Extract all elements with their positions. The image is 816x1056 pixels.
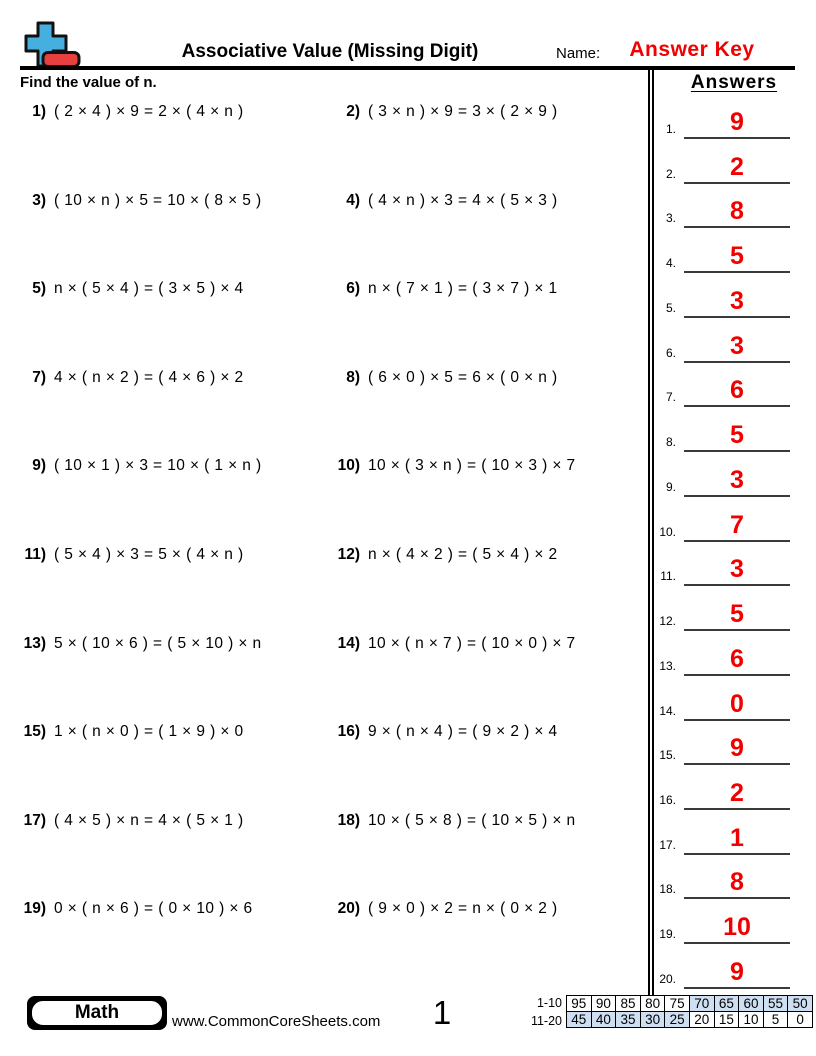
- problem-number: 6): [346, 280, 360, 298]
- answer-number: 17.: [659, 837, 676, 852]
- problem-item: [334, 279, 648, 368]
- problem-equation: ( 10 × 1 ) × 3 = 10 × ( 1 × n ): [54, 457, 262, 475]
- problem-equation: n × ( 4 × 2 ) = ( 5 × 4 ) × 2: [368, 546, 558, 564]
- grading-table-row1: [567, 996, 813, 1012]
- answer-blank-line: [684, 361, 790, 363]
- problem-row: [20, 102, 650, 191]
- grade-cell: 5: [763, 1012, 788, 1028]
- answer-blank-line: [684, 540, 790, 542]
- answer-blank-line: [684, 405, 790, 407]
- answer-row: [648, 189, 816, 234]
- problem-equation: 10 × ( 5 × 8 ) = ( 10 × 5 ) × n: [368, 811, 576, 829]
- page-number: 1: [432, 994, 452, 1031]
- answer-value: 5: [730, 600, 744, 629]
- answer-blank-line: [684, 763, 790, 765]
- problem-equation: ( 4 × n ) × 3 = 4 × ( 5 × 3 ): [368, 191, 558, 209]
- grade-cell: 95: [567, 996, 592, 1012]
- answer-number: 3.: [665, 211, 676, 226]
- answer-blank-line: [684, 719, 790, 721]
- answer-row: [648, 637, 816, 682]
- answer-number: 4.: [665, 256, 676, 271]
- answer-value: 7: [730, 510, 744, 539]
- answer-row: [648, 726, 816, 771]
- problem-number: 13): [23, 634, 46, 652]
- problem-row: [20, 545, 650, 634]
- grading-table-labels: [518, 995, 562, 1030]
- grade-cell: 35: [616, 1012, 641, 1028]
- answer-row: [648, 458, 816, 503]
- problem-item: [334, 899, 648, 988]
- answer-blank-line: [684, 987, 790, 989]
- name-label: Name:: [556, 45, 601, 62]
- answer-blank-line: [684, 808, 790, 810]
- answer-value: 3: [730, 331, 744, 360]
- answer-value: 5: [730, 421, 744, 450]
- website-url: www.CommonCoreSheets.com: [172, 1013, 381, 1030]
- grading-table: [566, 995, 813, 1028]
- answer-blank-line: [684, 897, 790, 899]
- problem-row: [20, 191, 650, 280]
- answer-value: 8: [730, 868, 744, 897]
- grade-cell: 90: [591, 996, 616, 1012]
- answer-number: 20.: [659, 971, 676, 986]
- answer-blank-line: [684, 182, 790, 184]
- problem-item: [334, 722, 648, 811]
- grade-cell: 85: [616, 996, 641, 1012]
- answer-number: 5.: [665, 300, 676, 315]
- grade-cell: 65: [714, 996, 739, 1012]
- grade-cell: 50: [788, 996, 813, 1012]
- answer-value: 3: [730, 465, 744, 494]
- answer-number: 18.: [659, 882, 676, 897]
- problem-row: [20, 456, 650, 545]
- answer-number: 1.: [665, 122, 676, 136]
- answer-number: 13.: [659, 658, 676, 673]
- problem-item: [334, 102, 648, 191]
- problem-row: [20, 368, 650, 457]
- answer-row: [648, 324, 816, 369]
- answer-number: 9.: [665, 479, 676, 494]
- answer-row: [648, 682, 816, 727]
- answer-row: [648, 279, 816, 324]
- problem-equation: ( 10 × n ) × 5 = 10 × ( 8 × 5 ): [54, 191, 262, 209]
- answer-row: [648, 100, 816, 145]
- problem-row: [20, 722, 650, 811]
- problem-item: [334, 456, 648, 545]
- answer-number: 6.: [665, 345, 676, 360]
- grade-cell: 25: [665, 1012, 690, 1028]
- answer-blank-line: [684, 942, 790, 944]
- problem-equation: n × ( 5 × 4 ) = ( 3 × 5 ) × 4: [54, 280, 244, 298]
- problem-item: [20, 279, 334, 368]
- grade-cell: 40: [591, 1012, 616, 1028]
- problem-number: 14): [337, 634, 360, 652]
- answer-row: [648, 413, 816, 458]
- problem-number: 17): [23, 811, 46, 829]
- grade-cell: 80: [640, 996, 665, 1012]
- problem-row: [20, 899, 650, 988]
- problems-grid: [20, 102, 650, 988]
- problem-number: 10): [337, 457, 360, 475]
- header-divider: [20, 66, 795, 70]
- answer-blank-line: [684, 674, 790, 676]
- problem-row: [20, 634, 650, 723]
- answer-value: 0: [730, 689, 744, 718]
- answer-blank-line: [684, 316, 790, 318]
- answer-blank-line: [684, 450, 790, 452]
- grade-cell: 20: [689, 1012, 714, 1028]
- answers-heading: Answers: [690, 72, 778, 93]
- answer-blank-line: [684, 584, 790, 586]
- problem-equation: ( 9 × 0 ) × 2 = n × ( 0 × 2 ): [368, 900, 558, 918]
- problem-item: [334, 634, 648, 723]
- problem-equation: 4 × ( n × 2 ) = ( 4 × 6 ) × 2: [54, 368, 244, 386]
- answer-number: 2.: [665, 166, 676, 181]
- answer-number: 11.: [660, 569, 676, 584]
- answer-value: 8: [730, 197, 744, 226]
- grade-cell: 45: [567, 1012, 592, 1028]
- answer-row: [648, 145, 816, 190]
- page-title: Associative Value (Missing Digit): [181, 41, 479, 62]
- answer-row: [648, 547, 816, 592]
- problem-number: 4): [346, 191, 360, 209]
- answer-row: [648, 771, 816, 816]
- answer-row: [648, 503, 816, 548]
- answer-number: 12.: [659, 614, 676, 629]
- answer-key-label: Answer Key: [629, 38, 755, 61]
- grade-cell: 60: [739, 996, 764, 1012]
- problem-row: [20, 279, 650, 368]
- problem-equation: ( 6 × 0 ) × 5 = 6 × ( 0 × n ): [368, 368, 558, 386]
- problem-number: 12): [337, 546, 360, 564]
- problem-equation: 9 × ( n × 4 ) = ( 9 × 2 ) × 4: [368, 723, 558, 741]
- problem-item: [20, 456, 334, 545]
- answer-blank-line: [684, 137, 790, 139]
- answer-number: 14.: [659, 703, 676, 718]
- problem-item: [334, 811, 648, 900]
- answer-value: 9: [730, 957, 744, 986]
- answer-blank-line: [684, 495, 790, 497]
- grading-row1-label: 1-10: [536, 996, 562, 1010]
- answer-number: 15.: [659, 748, 676, 763]
- problem-number: 2): [346, 103, 360, 120]
- problem-item: [20, 368, 334, 457]
- problem-item: [334, 191, 648, 280]
- problem-number: 15): [23, 723, 46, 741]
- problem-item: [20, 102, 334, 191]
- answer-value: 2: [730, 779, 744, 808]
- grade-cell: 30: [640, 1012, 665, 1028]
- answer-number: 19.: [659, 927, 676, 942]
- problem-item: [20, 811, 334, 900]
- problem-equation: 10 × ( 3 × n ) = ( 10 × 3 ) × 7: [368, 457, 576, 475]
- subject-badge-label: Math: [30, 999, 164, 1027]
- problem-number: 9): [32, 457, 46, 475]
- answer-number: 7.: [665, 390, 676, 405]
- problem-item: [20, 722, 334, 811]
- grading-row2-label: 11-20: [530, 1013, 562, 1028]
- problem-number: 18): [337, 811, 360, 829]
- problem-item: [20, 545, 334, 634]
- answer-value: 1: [730, 823, 744, 852]
- answer-number: 10.: [659, 524, 676, 539]
- answer-blank-line: [684, 226, 790, 228]
- answer-value: 3: [730, 286, 744, 315]
- problem-equation: 1 × ( n × 0 ) = ( 1 × 9 ) × 0: [54, 723, 244, 741]
- problem-row: [20, 811, 650, 900]
- answer-value: 9: [730, 734, 744, 763]
- problem-equation: ( 5 × 4 ) × 3 = 5 × ( 4 × n ): [54, 546, 244, 564]
- problem-number: 19): [23, 900, 46, 918]
- problem-number: 8): [346, 368, 360, 386]
- problem-number: 1): [32, 103, 46, 120]
- problem-number: 7): [32, 368, 46, 386]
- answer-blank-line: [684, 629, 790, 631]
- grade-cell: 10: [739, 1012, 764, 1028]
- subject-badge: [27, 996, 167, 1030]
- problem-number: 16): [337, 723, 360, 741]
- answer-number: 16.: [659, 793, 676, 808]
- problem-number: 3): [32, 191, 46, 209]
- problem-number: 20): [337, 900, 360, 918]
- answer-row: [648, 860, 816, 905]
- grade-cell: 70: [689, 996, 714, 1012]
- grading-table-row2: [567, 1012, 813, 1028]
- grade-cell: 0: [788, 1012, 813, 1028]
- problem-number: 11): [24, 546, 46, 564]
- answer-row: [648, 592, 816, 637]
- answers-list: [648, 100, 816, 995]
- answer-blank-line: [684, 271, 790, 273]
- problem-equation: ( 4 × 5 ) × n = 4 × ( 5 × 1 ): [54, 811, 244, 829]
- answer-row: [648, 816, 816, 861]
- answer-value: 10: [723, 913, 751, 942]
- grade-cell: 75: [665, 996, 690, 1012]
- answer-row: [648, 950, 816, 995]
- answer-value: 5: [730, 242, 744, 271]
- problem-number: 5): [32, 280, 46, 298]
- grade-cell: 55: [763, 996, 788, 1012]
- answer-row: [648, 368, 816, 413]
- answer-value: 6: [730, 644, 744, 673]
- problem-equation: 0 × ( n × 6 ) = ( 0 × 10 ) × 6: [54, 900, 253, 918]
- problem-item: [334, 368, 648, 457]
- instruction-text: Find the value of n.: [20, 74, 157, 91]
- problem-equation: 10 × ( n × 7 ) = ( 10 × 0 ) × 7: [368, 634, 576, 652]
- problem-item: [20, 634, 334, 723]
- problem-equation: n × ( 7 × 1 ) = ( 3 × 7 ) × 1: [368, 280, 558, 298]
- grade-cell: 15: [714, 1012, 739, 1028]
- problem-equation: 5 × ( 10 × 6 ) = ( 5 × 10 ) × n: [54, 634, 262, 652]
- problem-equation: ( 3 × n ) × 9 = 3 × ( 2 × 9 ): [368, 103, 558, 120]
- problem-item: [20, 191, 334, 280]
- answer-number: 8.: [665, 435, 676, 450]
- answer-value: 6: [730, 376, 744, 405]
- answer-value: 3: [730, 555, 744, 584]
- problem-equation: ( 2 × 4 ) × 9 = 2 × ( 4 × n ): [54, 103, 244, 120]
- answer-row: [648, 234, 816, 279]
- answer-value: 2: [730, 152, 744, 181]
- problem-item: [334, 545, 648, 634]
- problem-item: [20, 899, 334, 988]
- answer-blank-line: [684, 853, 790, 855]
- answer-row: [648, 905, 816, 950]
- answer-value: 9: [730, 108, 744, 136]
